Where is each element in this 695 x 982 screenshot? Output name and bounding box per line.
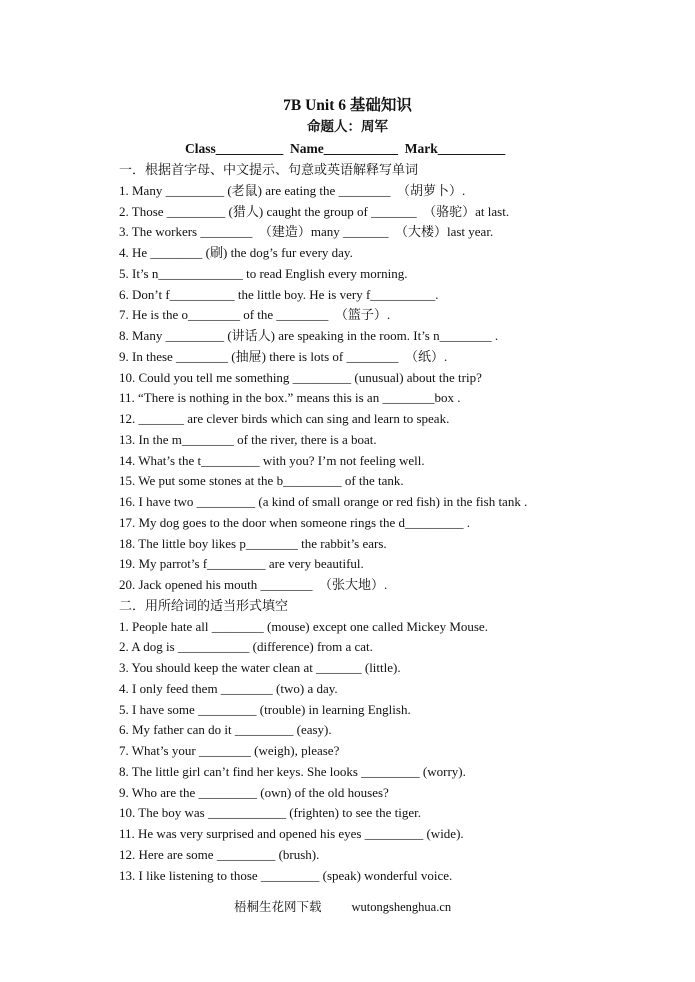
exercise-item: 1. People hate all ________ (mouse) except one called Mickey Mouse. bbox=[119, 618, 488, 634]
exercise-item: 17. My dog goes to the door when someone rings the d_________ . bbox=[119, 514, 470, 530]
exercise-item: 11. “There is nothing in the box.” means this is an ________box . bbox=[119, 390, 461, 406]
exercise-item: 12. _______ are clever birds which can sing and learn to speak. bbox=[119, 411, 450, 426]
footer-source: 梧桐生花网下载 bbox=[234, 900, 322, 914]
exercise-item: 7. What’s your ________ (weigh), please? bbox=[119, 743, 340, 758]
footer-site: wutongshenghua.cn bbox=[351, 900, 452, 914]
exercise-item: 8. Many _________ (讲话人) are speaking in the room. It’s n________ . bbox=[119, 328, 499, 343]
exercise-item: 10. Could you tell me something _________ (unusual) about the trip? bbox=[119, 369, 482, 385]
exercise-item: 7. He is the o________ of the ________ （篮子）. bbox=[119, 307, 391, 323]
exercise-item: 3. You should keep the water clean at _______ (little). bbox=[119, 660, 401, 675]
author-line: 命题人：周军 bbox=[307, 119, 388, 134]
exercise-item: 3. The workers ________ （建造）many _______ （大楼）last year. bbox=[119, 224, 494, 240]
exercise-item: 2. Those _________ (猎人) caught the group of _______ （骆驼）at last. bbox=[119, 203, 510, 219]
exercise-item: 10. The boy was ____________ (frighten) to see the tiger. bbox=[119, 805, 421, 821]
exercise-item: 15. We put some stones at the b_________ of the tank. bbox=[119, 473, 404, 489]
exercise-item: 11. He was very surprised and opened his eyes _________ (wide). bbox=[119, 826, 464, 841]
exercise-item: 1. Many _________ (老鼠) are eating the ________ （胡萝卜）. bbox=[119, 182, 466, 198]
exercise-item: 13. In the m________ of the river, there is a boat. bbox=[119, 431, 377, 447]
exercise-item: 13. I like listening to those _________ (speak) wonderful voice. bbox=[119, 867, 453, 883]
exercise-item: 9. Who are the _________ (own) of the old houses? bbox=[119, 784, 389, 800]
section-1-heading: 一．根据首字母、中文提示、句意或英语解释写单词 bbox=[119, 162, 419, 177]
exercise-item: 8. The little girl can’t find her keys. She looks _________ (worry). bbox=[119, 763, 466, 779]
student-info-line: Class__________ Name___________ Mark__________ bbox=[185, 141, 506, 156]
exercise-item: 18. The little boy likes p________ the rabbit’s ears. bbox=[119, 535, 387, 551]
section-2-heading: 二．用所给词的适当形式填空 bbox=[119, 597, 289, 613]
exercise-item: 5. It’s n_____________ to read English every morning. bbox=[119, 265, 408, 281]
exercise-item: 9. In these ________ (抽屉) there is lots of ________ （纸）. bbox=[119, 348, 448, 364]
exercise-item: 20. Jack opened his mouth ________ （张大地）. bbox=[119, 577, 388, 592]
exercise-item: 12. Here are some _________ (brush). bbox=[119, 846, 320, 862]
exercise-item: 14. What’s the t_________ with you? I’m not feeling well. bbox=[119, 452, 425, 468]
exercise-item: 6. My father can do it _________ (easy). bbox=[119, 722, 332, 738]
exercise-item: 19. My parrot’s f_________ are very beautiful. bbox=[119, 556, 364, 572]
page-title: 7B Unit 6 基础知识 bbox=[283, 97, 412, 114]
exercise-item: 2. A dog is ___________ (difference) from a cat. bbox=[119, 639, 373, 655]
exercise-item: 6. Don’t f__________ the little boy. He is very f__________. bbox=[119, 286, 439, 302]
exercise-body bbox=[119, 160, 599, 886]
page-footer bbox=[234, 899, 481, 915]
exercise-item: 5. I have some _________ (trouble) in learning English. bbox=[119, 701, 411, 717]
exercise-item: 4. He ________ (刷) the dog’s fur every day. bbox=[119, 245, 353, 260]
exercise-item: 4. I only feed them ________ (two) a day. bbox=[119, 680, 338, 696]
exercise-item: 16. I have two _________ (a kind of small orange or red fish) in the fish tank . bbox=[119, 494, 528, 509]
